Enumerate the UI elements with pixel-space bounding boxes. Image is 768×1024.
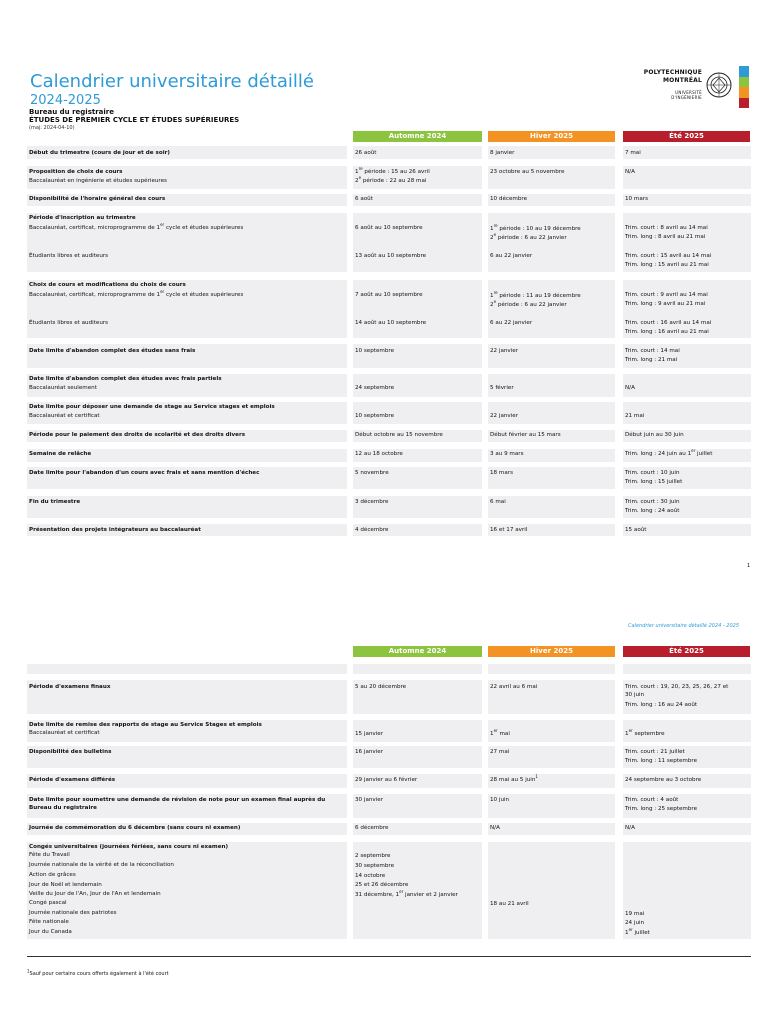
row-label-proposition: Proposition de choix de cours (29, 169, 123, 175)
cell-summer: Trim. court : 9 avril au 14 mai (625, 292, 708, 298)
holiday-item: Fête du Travail (29, 852, 70, 858)
column-header-summer: Été 2025 (623, 646, 750, 657)
row-label-presentation: Présentation des projets intégrateurs au baccalauréat (29, 527, 201, 533)
cell-summer: Trim. long : 15 juillet (625, 479, 683, 485)
logo-line-4: D'INGÉNIERIE (671, 95, 702, 100)
cell-summer: Trim. long : 21 mai (625, 357, 678, 363)
cell-summer: Trim. court : 4 août (625, 797, 679, 803)
holiday-item: Journée nationale de la vérité et de la réconciliation (29, 862, 174, 868)
polytechnique-logo (638, 66, 750, 108)
row-sublabel: Baccalauréat, certificat, microprogramme de 1er cycle et études supérieures (29, 222, 244, 231)
row-label-dispo-horaire: Disponibilité de l'horaire général des cours (29, 196, 166, 202)
cell-winter: 27 mai (490, 749, 510, 755)
update-date: (maj: 2024-04-10) (29, 125, 75, 131)
logo-line-3: UNIVERSITÉ (675, 90, 702, 95)
cell-summer: 21 mai (625, 413, 645, 419)
logo-color-bars (739, 66, 749, 108)
row-label-inscription: Période d'inscription au trimestre (29, 215, 136, 221)
cell-winter: 5 février (490, 385, 514, 391)
cell-autumn: 2e période : 22 au 28 mai (355, 175, 427, 184)
row-sublabel: Étudiants libres et auditeurs (29, 253, 109, 259)
cell-summer: Trim. long : 16 au 24 août (625, 702, 698, 708)
cell-summer: Trim. long : 11 septembre (625, 758, 698, 764)
row-band (27, 664, 751, 674)
cell-autumn: 24 septembre (355, 385, 395, 391)
etudes-label: ÉTUDES DE PREMIER CYCLE ET ÉTUDES SUPÉRIEURES (29, 116, 240, 124)
cell-autumn: 14 août au 10 septembre (355, 320, 427, 326)
row-sublabel: Baccalauréat et certificat (29, 730, 100, 736)
cell-autumn: 2 septembre (355, 853, 391, 859)
row-label-stage: Date limite pour déposer une demande de stage au Service stages et emplois (29, 404, 275, 410)
holiday-item: Fête nationale (29, 919, 69, 925)
row-label-examens: Période d'examens finaux (29, 684, 111, 690)
row-sublabel: Baccalauréat et certificat (29, 413, 100, 419)
cell-summer: 30 juin (625, 692, 645, 698)
cell-summer: N/A (625, 385, 635, 391)
page-number: 1 (747, 563, 751, 569)
bureau-label: Bureau du registraire (29, 108, 114, 116)
cell-summer: Trim. court : 15 avril au 14 mai (625, 253, 712, 259)
cell-winter: 2e période : 6 au 22 janvier (490, 299, 567, 308)
holiday-item: Jour du Canada (29, 929, 72, 935)
cell-autumn: 15 janvier (355, 731, 384, 737)
row-label-revision-2: Bureau du registraire (29, 805, 97, 811)
footnote: $^1$Sauf pour certains cours offerts également à l'été court (27, 968, 169, 977)
academic-year: 2024-2025 (30, 93, 101, 108)
row-label-revision: Date limite pour soumettre une demande de révision de note pour un examen final auprès du (29, 797, 326, 803)
row-label-debut: Début du trimestre (cours de jour et de soir) (29, 150, 170, 156)
cell-winter: 6 au 22 janvier (490, 320, 533, 326)
cell-autumn: 10 septembre (355, 413, 395, 419)
cell-summer: Trim. court : 30 juin (625, 499, 680, 505)
cell-autumn: 26 août (355, 150, 377, 156)
cell-winter: N/A (490, 825, 500, 831)
row-sublabel: Baccalauréat en ingénierie et études supérieures (29, 178, 167, 184)
cell-summer: Trim. court : 10 juin (625, 470, 680, 476)
cell-summer: Trim. court : 21 juillet (625, 749, 685, 755)
cell-winter: 16 et 17 avril (490, 527, 528, 533)
cell-autumn: 7 août au 10 septembre (355, 292, 423, 298)
cell-autumn: 30 janvier (355, 797, 384, 803)
cell-summer: 24 septembre au 3 octobre (625, 777, 702, 783)
column-header-autumn: Automne 2024 (353, 646, 482, 657)
row-sublabel: Baccalauréat, certificat, microprogramme de 1er cycle et études supérieures (29, 289, 244, 298)
cell-winter: 2e période : 6 au 22 janvier (490, 232, 567, 241)
cell-summer: 1er septembre (625, 728, 665, 737)
seal-icon (704, 68, 734, 104)
row-label-relache: Semaine de relâche (29, 451, 92, 457)
cell-summer: Trim. long : 24 juin au 1er juillet (625, 448, 713, 457)
cell-winter: 28 mai au 5 juin$^1$ (490, 774, 538, 783)
holiday-item: Congé pascal (29, 900, 67, 906)
cell-summer: Début juin au 30 juin (625, 432, 684, 438)
row-label-conges: Congés universitaires (journées fériées, sans cours ni examen) (29, 844, 229, 850)
row-label-bulletins: Disponibilité des bulletins (29, 749, 112, 755)
cell-winter: 18 mars (490, 470, 513, 476)
row-label-abandon-sans: Date limite d'abandon complet des études sans frais (29, 348, 196, 354)
cell-autumn: 6 août (355, 196, 373, 202)
row-label-abandon-cours: Date limite pour l'abandon d'un cours avec frais et sans mention d'échec (29, 470, 260, 476)
footnote-rule (27, 956, 751, 957)
cell-summer: 7 mai (625, 150, 641, 156)
cell-summer: 15 août (625, 527, 647, 533)
cell-autumn: 3 décembre (355, 499, 389, 505)
cell-autumn: 31 décembre, 1er janvier et 2 janvier (355, 889, 458, 898)
cell-autumn: 5 novembre (355, 470, 389, 476)
cell-winter: 22 avril au 6 mai (490, 684, 538, 690)
row-label-paiement: Période pour le paiement des droits de scolarité et des droits divers (29, 432, 246, 438)
cell-autumn: 12 au 18 octobre (355, 451, 403, 457)
cell-winter: 6 mai (490, 499, 506, 505)
cell-winter: 8 janvier (490, 150, 515, 156)
cell-summer: N/A (625, 169, 635, 175)
logo-line-2: MONTRÉAL (663, 77, 702, 84)
cell-summer: Trim. long : 24 août (625, 508, 680, 514)
cell-summer: Trim. court : 19, 20, 23, 25, 26, 27 et (625, 684, 729, 690)
holiday-item: Veille du Jour de l'An, Jour de l'An et lendemain (29, 891, 161, 897)
cell-winter: 23 octobre au 5 novembre (490, 169, 565, 175)
cell-summer: Trim. long : 9 avril au 21 mai (625, 301, 706, 307)
logo-line-1: POLYTECHNIQUE (643, 69, 702, 76)
cell-winter: 1re période : 11 au 19 décembre (490, 290, 581, 299)
cell-autumn: 5 au 20 décembre (355, 684, 407, 690)
running-title: Calendrier universitaire détaillé 2024 - 2025 (628, 623, 740, 629)
cell-winter: 10 décembre (490, 196, 528, 202)
row-sublabel: Baccalauréat seulement (29, 385, 97, 391)
cell-winter: 3 au 9 mars (490, 451, 524, 457)
cell-summer: N/A (625, 825, 635, 831)
cell-summer: Trim. long : 25 septembre (625, 806, 698, 812)
cell-summer: 24 juin (625, 920, 645, 926)
cell-summer: Trim. long : 16 avril au 21 mai (625, 329, 709, 335)
cell-autumn: 29 janvier au 6 février (355, 777, 418, 783)
cell-autumn: 6 août au 10 septembre (355, 225, 423, 231)
cell-summer: Trim. long : 15 avril au 21 mai (625, 262, 709, 268)
page-title: Calendrier universitaire détaillé (30, 71, 314, 92)
holiday-item: Action de grâces (29, 872, 76, 878)
column-header-winter: Hiver 2025 (488, 646, 615, 657)
cell-autumn: 14 octobre (355, 873, 386, 879)
cell-winter: 1re période : 10 au 19 décembre (490, 223, 581, 232)
cell-winter: 22 janvier (490, 413, 519, 419)
cell-autumn: 6 décembre (355, 825, 389, 831)
cell-autumn: 4 décembre (355, 527, 389, 533)
holiday-item: Jour de Noël et lendemain (29, 882, 102, 888)
column-header-winter: Hiver 2025 (488, 131, 615, 142)
row-label-choix: Choix de cours et modifications du choix de cours (29, 282, 186, 288)
row-label-commemoration: Journée de commémoration du 6 décembre (sans cours ni examen) (29, 825, 241, 831)
cell-winter: 10 juin (490, 797, 510, 803)
cell-winter: Début février au 15 mars (490, 432, 561, 438)
column-header-summer: Été 2025 (623, 131, 750, 142)
cell-winter: 22 janvier (490, 348, 519, 354)
cell-summer: 10 mars (625, 196, 648, 202)
cell-summer: Trim. court : 14 mai (625, 348, 680, 354)
cell-autumn: 13 août au 10 septembre (355, 253, 427, 259)
cell-winter: 18 au 21 avril (490, 901, 529, 907)
cell-summer: Trim. court : 8 avril au 14 mai (625, 225, 708, 231)
cell-autumn: 1re période : 15 au 26 avril (355, 166, 430, 175)
cell-summer: 19 mai (625, 911, 645, 917)
row-label-abandon-avec: Date limite d'abandon complet des études avec frais partiels (29, 376, 222, 382)
cell-autumn: 16 janvier (355, 749, 384, 755)
holiday-item: Journée nationale des patriotes (29, 910, 117, 916)
cell-summer: 1er juillet (625, 927, 650, 936)
cell-summer: Trim. court : 16 avril au 14 mai (625, 320, 712, 326)
cell-winter: 6 au 22 janvier (490, 253, 533, 259)
cell-summer: Trim. long : 8 avril au 21 mai (625, 234, 706, 240)
cell-autumn: 10 septembre (355, 348, 395, 354)
row-sublabel: Étudiants libres et auditeurs (29, 320, 109, 326)
row-label-fin: Fin du trimestre (29, 499, 81, 505)
row-label-differes: Période d'examens différés (29, 777, 116, 783)
cell-autumn: Début octobre au 15 novembre (355, 432, 443, 438)
column-header-autumn: Automne 2024 (353, 131, 482, 142)
row-label-rapports: Date limite de remise des rapports de stage au Service Stages et emplois (29, 722, 262, 728)
cell-winter: 1er mai (490, 728, 510, 737)
cell-autumn: 30 septembre (355, 863, 395, 869)
cell-autumn: 25 et 26 décembre (355, 882, 409, 888)
